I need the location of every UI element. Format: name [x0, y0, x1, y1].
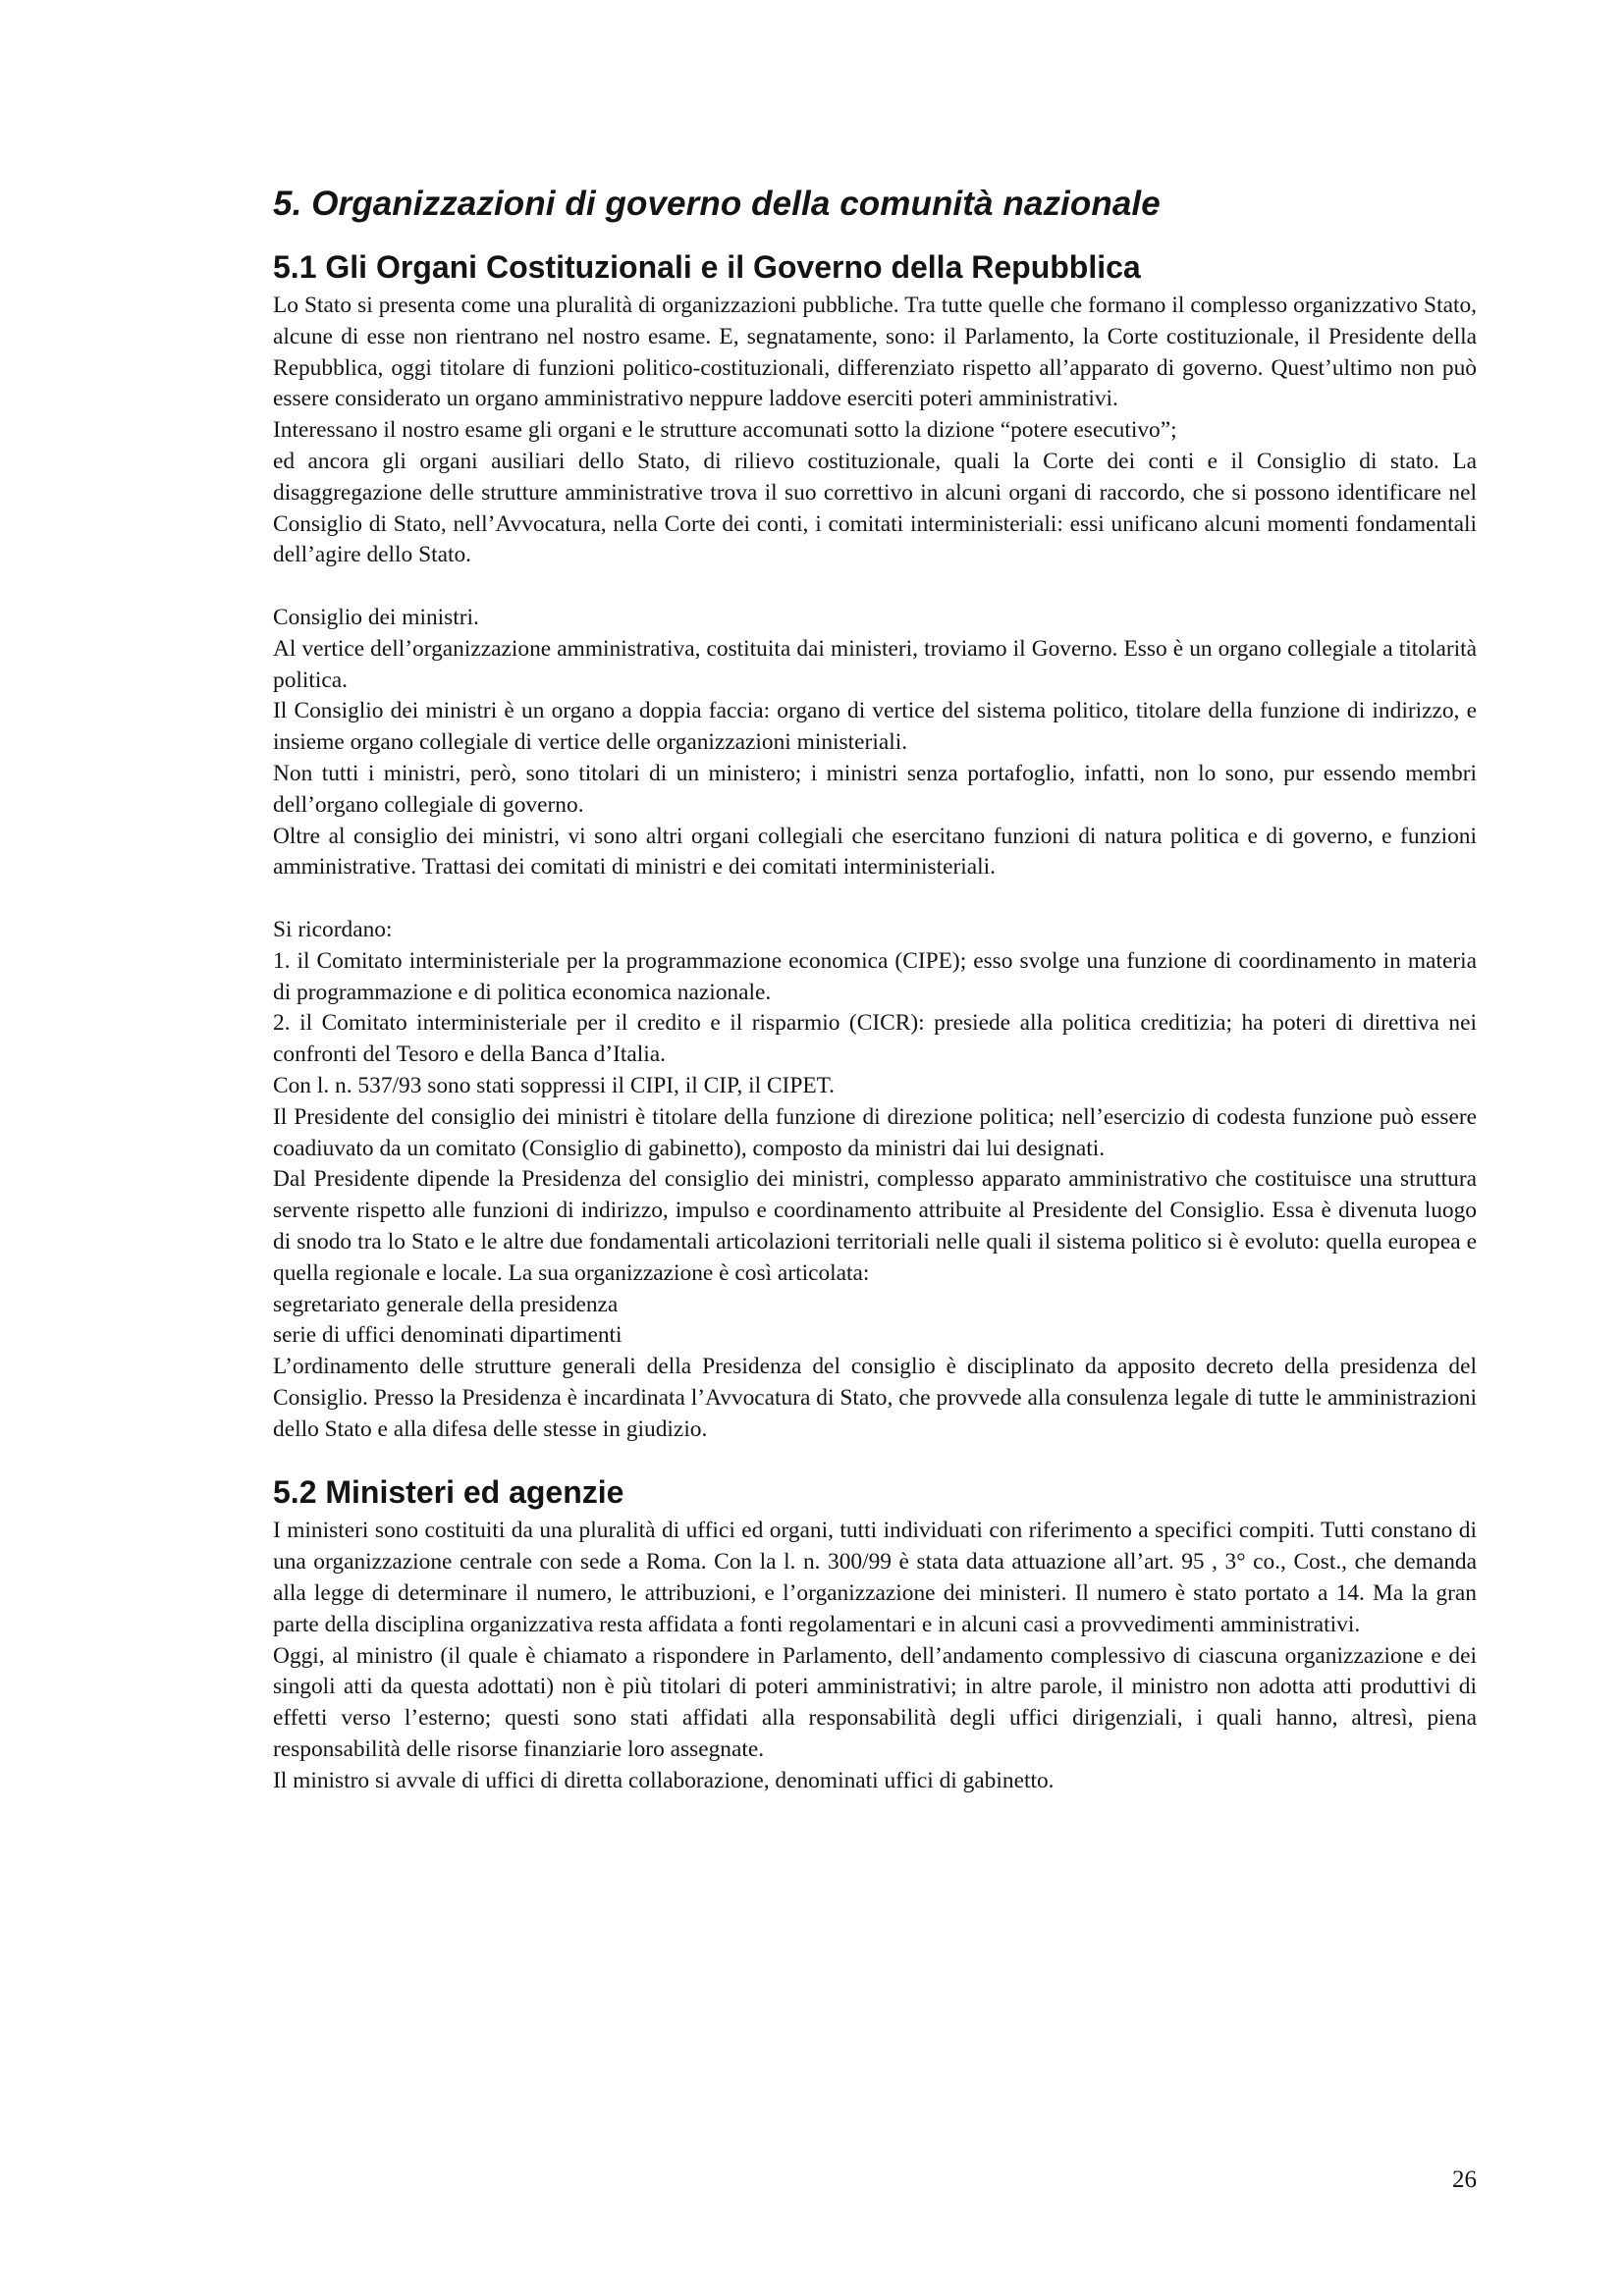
paragraph: Il Presidente del consiglio dei ministri è titolare della funzione di direzione politica; nell’esercizio di codesta funzione può essere coadiuvato da un comitato (Consiglio di gabinetto), composto da ministri dai lui designati.	[273, 1103, 1477, 1161]
paragraph: Con l. n. 537/93 sono stati soppressi il CIPI, il CIP, il CIPET.	[273, 1072, 836, 1098]
paragraph-spacer	[273, 571, 1477, 603]
list-item: serie di uffici denominati dipartimenti	[273, 1322, 623, 1349]
section-title-5-2: 5.2 Ministeri ed agenzie	[273, 1474, 624, 1511]
list-item: 2. il Comitato interministeriale per il credito e il risparmio (CICR): presiede alla politica creditizia; ha poteri di direttiva nei confronti del Tesoro e della Banca d’Italia.	[273, 1010, 1477, 1068]
paragraph: I ministeri sono costituiti da una pluralità di uffici ed organi, tutti individuati con riferimento a specifici compiti. Tutti constano di una organizzazione centrale con sede a Roma. Con la l. n. 300/99 è stata data attuazione all’art. 95 , 3° co., Cost., che demanda alla legge di determinare il numero, le attribuzioni, e l’organizzazione dei ministeri. Il numero è stato portato a 14. Ma la gran parte della disciplina organizzativa resta affidata a fonti regolamentari e in alcuni casi a provvedimenti amministrativi.	[273, 1518, 1477, 1637]
paragraph: Oggi, al ministro (il quale è chiamato a rispondere in Parlamento, dell’andamento complessivo di ciascuna organizzazione e dei singoli atti da questa adottati) non è più titolari di poteri amministrativi; in altre parole, il ministro non adotta atti produttivi di effetti verso l’esterno; questi sono stati affidati alla responsabilità degli uffici dirigenziali, i quali hanno, altresì, piena responsabilità delle risorse finanziarie loro assegnate.	[273, 1642, 1477, 1763]
paragraph: Interessano il nostro esame gli organi e le strutture accomunati sotto la dizione “potere esecutivo”;	[273, 417, 1177, 444]
paragraph: Dal Presidente dipende la Presidenza del consiglio dei ministri, complesso apparato amministrativo che costituisce una struttura servente rispetto alle funzioni di indirizzo, impulso e coordinamento attribuite al Presidente del Consiglio. Essa è divenuta luogo di snodo tra lo Stato e le altre due fondamentali articolazioni territoriali nelle quali il sistema politico si è evoluto: quella europea e quella regionale e locale. La sua organizzazione è così articolata:	[273, 1166, 1477, 1286]
paragraph: Lo Stato si presenta come una pluralità di organizzazioni pubbliche. Tra tutte quelle che formano il complesso organizzativo Stato, alcune di esse non rientrano nel nostro esame. E, segnatamente, sono: il Parlamento, la Corte costituzionale, il Presidente della Repubblica, oggi titolare di funzioni politico-costituzionali, differenziato rispetto all’apparato di governo. Quest’ultimo non può essere considerato un organo amministrativo neppure laddove eserciti poteri amministrativi.	[273, 293, 1477, 412]
list-item: 1. il Comitato interministeriale per la programmazione economica (CIPE); esso svolge una funzione di coordinamento in materia di programmazione e di politica economica nazionale.	[273, 947, 1477, 1005]
paragraph: Oltre al consiglio dei ministri, vi sono altri organi collegiali che esercitano funzioni di natura politica e di governo, e funzioni amministrative. Trattasi dei comitati di ministri e dei comitati interministeriali.	[273, 823, 1477, 881]
list-item: segretariato generale della presidenza	[273, 1291, 619, 1317]
page-content	[273, 183, 1477, 1797]
page-number: 26	[1452, 2166, 1477, 2193]
paragraph: Il ministro si avvale di uffici di diretta collaborazione, denominati uffici di gabinetto.	[273, 1767, 1055, 1793]
paragraph: Il Consiglio dei ministri è un organo a doppia faccia: organo di vertice del sistema politico, titolare della funzione di indirizzo, e insieme organo collegiale di vertice delle organizzazioni ministeriali.	[273, 698, 1477, 756]
paragraph: L’ordinamento delle strutture generali della Presidenza del consiglio è disciplinato da apposito decreto della presidenza del Consiglio. Presso la Presidenza è incardinata l’Avvocatura di Stato, che provvede alla consulenza legale di tutte le amministrazioni dello Stato e alla difesa delle stesse in giudizio.	[273, 1354, 1477, 1442]
paragraph-heading: Consiglio dei ministri.	[273, 604, 479, 630]
paragraph: Al vertice dell’organizzazione amministrativa, costituita dai ministeri, troviamo il Governo. Esso è un organo collegiale a titolarità politica.	[273, 635, 1477, 693]
section-title-5-1: 5.1 Gli Organi Costituzionali e il Governo della Repubblica	[273, 249, 1141, 285]
paragraph: ed ancora gli organi ausiliari dello Stato, di rilievo costituzionale, quali la Corte dei conti e il Consiglio di stato. La disaggregazione delle strutture amministrative trova il suo correttivo in alcuni organi di raccordo, che si possono identificare nel Consiglio di Stato, nell’Avvocatura, nella Corte dei conti, i comitati interministeriali: essi unificano alcuni momenti fondamentali dell’agire dello Stato.	[273, 448, 1477, 568]
chapter-title: 5. Organizzazioni di governo della comunità nazionale	[273, 185, 1161, 223]
paragraph-spacer	[273, 883, 1477, 915]
list-intro: Si ricordano:	[273, 916, 393, 942]
paragraph: Non tutti i ministri, però, sono titolari di un ministero; i ministri senza portafoglio, infatti, non lo sono, pur essendo membri dell’organo collegiale di governo.	[273, 760, 1477, 818]
